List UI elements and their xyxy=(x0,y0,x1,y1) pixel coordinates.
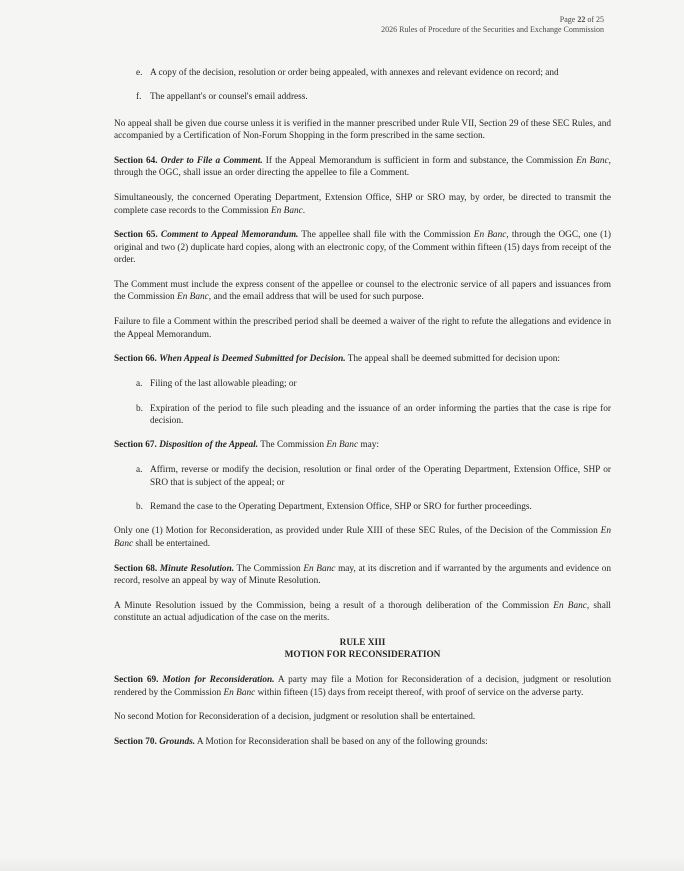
section-text: The appeal shall be deemed submitted for decision upon: xyxy=(345,354,560,365)
list-text: The appellant's or counsel's email address. xyxy=(150,92,308,103)
section-70 xyxy=(114,736,611,748)
section-number: Section 64. xyxy=(114,156,158,167)
list-label: a. xyxy=(136,465,143,476)
section-title: Disposition of the Appeal. xyxy=(159,440,259,451)
en-banc-term: En Banc xyxy=(553,600,587,611)
section-65 xyxy=(114,229,611,266)
paragraph-text: , shall constitute an actual adjudication of the case on the merits. xyxy=(114,600,611,624)
section-text: may: xyxy=(358,440,380,451)
list-item xyxy=(114,378,611,390)
section-text: , through the OGC, shall issue an order directing the appellee to file a Comment. xyxy=(114,156,611,179)
list-label: e. xyxy=(136,68,143,78)
section-66 xyxy=(114,353,611,365)
paragraph xyxy=(114,600,611,625)
rule-title: MOTION FOR RECONSIDERATION xyxy=(284,650,441,661)
en-banc-term: En Banc xyxy=(576,156,609,167)
section-text: , through the OGC, one (1) original and two (2) duplicate hard copies, along with an electronic copy, of the Comment within fifteen (15) days from receipt of the order. xyxy=(114,230,611,266)
section-number: Section 69. xyxy=(114,675,159,686)
rule-heading xyxy=(114,637,611,662)
list-item xyxy=(114,67,611,79)
list-text: A copy of the decision, resolution or order being appealed, with annexes and relevant evidence on record; and xyxy=(150,68,559,78)
list-item xyxy=(114,91,611,103)
section-text: A Motion for Reconsideration shall be based on any of the following grounds: xyxy=(195,737,488,748)
list-label: b. xyxy=(136,502,143,513)
en-banc-term: En Banc xyxy=(303,563,336,574)
paragraph-text: The Comment must include the express consent of the appellee or counsel to the electronic service of all papers and issuances from the Commission xyxy=(114,280,611,303)
section-text: If the Appeal Memorandum is sufficient in form and substance, the Commission xyxy=(262,156,577,167)
section-title: Order to File a Comment. xyxy=(160,156,263,167)
paragraph-text: Only one (1) Motion for Reconsideration, as provided under Rule XIII of these SEC Rules, of the Decision of the Commission xyxy=(114,526,601,537)
list-item xyxy=(114,464,611,489)
section-text: within fifteen (15) days from receipt thereof, with proof of service on the adverse party. xyxy=(255,687,584,698)
list-text: Affirm, reverse or modify the decision, resolution or final order of the Operating Department, Extension Office, SHP or SRO that is subject of the appeal; or xyxy=(150,465,611,488)
list-item xyxy=(114,403,611,428)
section-title: When Appeal is Deemed Submitted for Decision. xyxy=(159,354,346,365)
section-69 xyxy=(114,674,611,699)
list-label: b. xyxy=(136,403,143,414)
section-number: Section 65. xyxy=(114,230,158,241)
section-title: Motion for Reconsideration. xyxy=(162,675,275,686)
section-text: The Commission xyxy=(234,563,304,574)
en-banc-term: En Banc xyxy=(270,205,303,216)
en-banc-term: En Banc xyxy=(114,526,611,549)
section-text: may, at its discretion and if warranted by the arguments and evidence on record, resolve an appeal by way of Minute Resolution. xyxy=(114,563,611,587)
section-text: The appellee shall file with the Commission xyxy=(298,230,474,241)
section-67 xyxy=(114,439,611,451)
list-text: Remand the case to the Operating Department, Extension Office, SHP or SRO for further proceedings. xyxy=(150,502,532,513)
section-title: Grounds. xyxy=(159,737,196,748)
en-banc-term: En Banc xyxy=(473,230,507,241)
section-64 xyxy=(114,155,611,180)
scan-edge-shade xyxy=(0,857,684,871)
document-title: 2026 Rules of Procedure of the Securities and Exchange Commission xyxy=(381,25,604,34)
en-banc-term: En Banc xyxy=(177,292,209,303)
list-item xyxy=(114,501,611,513)
section-title: Comment to Appeal Memorandum. xyxy=(160,230,299,241)
paragraph xyxy=(114,279,611,304)
section-number: Section 66. xyxy=(114,354,157,365)
en-banc-term: En Banc xyxy=(223,687,256,698)
paragraph-verification: No appeal shall be given due course unless it is verified in the manner prescribed under Rule VII, Section 29 of these SEC Rules, and accompanied by a Certification of Non-Forum Shopping in the form prescribed in the same section. xyxy=(114,118,611,142)
paragraph-text: A Minute Resolution issued by the Commission, being a result of a thorough deliberation of the Commission xyxy=(114,600,554,611)
page-number-line xyxy=(381,15,604,25)
list-label: f. xyxy=(136,92,142,103)
paragraph-text: , and the email address that will be used for such purpose. xyxy=(208,292,424,303)
list-text: Expiration of the period to file such pleading and the issuance of an order informing the parties that the case is ripe for decision. xyxy=(150,403,611,427)
en-banc-term: En Banc xyxy=(326,440,359,451)
document-body xyxy=(114,67,611,761)
page-number: 22 xyxy=(577,15,586,24)
page-header xyxy=(381,15,604,35)
list-label: a. xyxy=(136,379,143,390)
paragraph xyxy=(114,192,611,217)
rule-number: RULE XIII xyxy=(339,638,386,649)
paragraph-text: . xyxy=(302,205,306,216)
paragraph: Failure to file a Comment within the prescribed period shall be deemed a waiver of the right to refute the allegations and evidence in the Appeal Memorandum. xyxy=(114,317,611,340)
paragraph-text: Simultaneously, the concerned Operating Department, Extension Office, SHP or SRO may, by order, be directed to transmit the complete case records to the Commission xyxy=(114,193,611,216)
paragraph: No second Motion for Reconsideration of a decision, judgment or resolution shall be entertained. xyxy=(114,712,476,723)
section-text: A party may file a Motion for Reconsideration of a decision, judgment or resolution rendered by the Commission xyxy=(114,675,611,698)
paragraph xyxy=(114,525,611,550)
section-number: Section 68. xyxy=(114,563,158,574)
page-total: of 25 xyxy=(585,15,604,24)
section-number: Section 70. xyxy=(114,737,157,748)
section-title: Minute Resolution. xyxy=(159,563,235,574)
section-text: The Commission xyxy=(258,440,327,451)
list-text: Filing of the last allowable pleading; or xyxy=(150,379,297,390)
page-prefix: Page xyxy=(559,15,578,24)
section-68 xyxy=(114,563,611,588)
paragraph-text: shall be entertained. xyxy=(133,538,211,549)
section-number: Section 67. xyxy=(114,440,157,451)
